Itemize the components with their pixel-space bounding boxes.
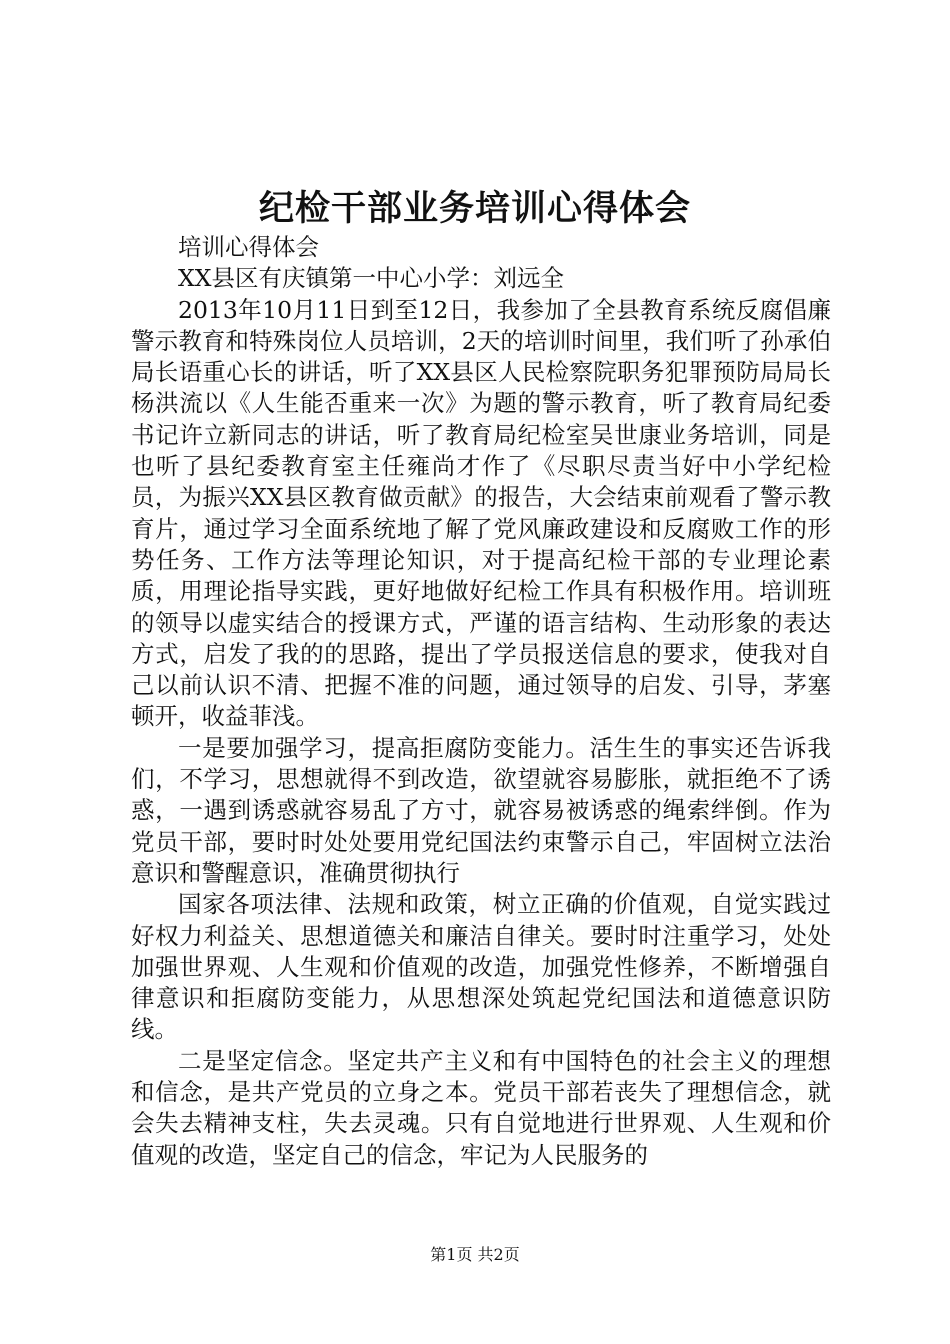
- paragraph-author: XX县区有庆镇第一中心小学：刘远全: [178, 264, 564, 293]
- document-body: [131, 232, 831, 1171]
- page-number: 第1页 共2页: [430, 1245, 520, 1264]
- document-title: 纪检干部业务培训心得体会: [258, 188, 691, 229]
- paragraph-point-one: 一是要加强学习，提高拒腐防变能力。活生生的事实还告诉我们，不学习，思想就得不到改造，欲望就容易膨胀，就拒绝不了诱惑，一遇到诱惑就容易乱了方寸，就容易被诱惑的绳索绊倒。作为党员干部，要时时处处要用党纪国法约束警示自己，牢固树立法治意识和警醒意识，准确贯彻执行: [131, 733, 831, 887]
- paragraph-point-two: 二是坚定信念。坚定共产主义和有中国特色的社会主义的理想和信念，是共产党员的立身之本。党员干部若丧失了理想信念，就会失去精神支柱，失去灵魂。只有自觉地进行世界观、人生观和价值观的改造，坚定自己的信念，牢记为人民服务的: [131, 1046, 831, 1169]
- paragraph-point-one-cont: 国家各项法律、法规和政策，树立正确的价值观，自觉实践过好权力利益关、思想道德关和廉洁自律关。要时时注重学习，处处加强世界观、人生观和价值观的改造，加强党性修养，不断增强自律意识和拒腐防变能力，从思想深处筑起党纪国法和道德意识防线。: [131, 890, 831, 1044]
- paragraph-intro: 2013年10月11日到至12日，我参加了全县教育系统反腐倡廉警示教育和特殊岗位人员培训，2天的培训时间里，我们听了孙承伯局长语重心长的讲话，听了XX县区人民检察院职务犯罪预防局局长杨洪流以《人生能否重来一次》为题的警示教育，听了教育局纪委书记许立新同志的讲话，听了教育局纪检室吴世康业务培训，同是也听了县纪委教育室主任雍尚才作了《尽职尽责当好中小学纪检员，为振兴XX县区教育做贡献》的报告，大会结束前观看了警示教育片，通过学习全面系统地了解了党风廉政建设和反腐败工作的形势任务、工作方法等理论知识，对于提高纪检干部的专业理论素质，用理论指导实践，更好地做好纪检工作具有积极作用。培训班的领导以虚实结合的授课方式，严谨的语言结构、生动形象的表达方式，启发了我的的思路，提出了学员报送信息的要求，使我对自己以前认识不清、把握不准的问题，通过领导的启发、引导，茅塞顿开，收益菲浅。: [131, 295, 831, 731]
- paragraph-heading: 培训心得体会: [178, 233, 319, 261]
